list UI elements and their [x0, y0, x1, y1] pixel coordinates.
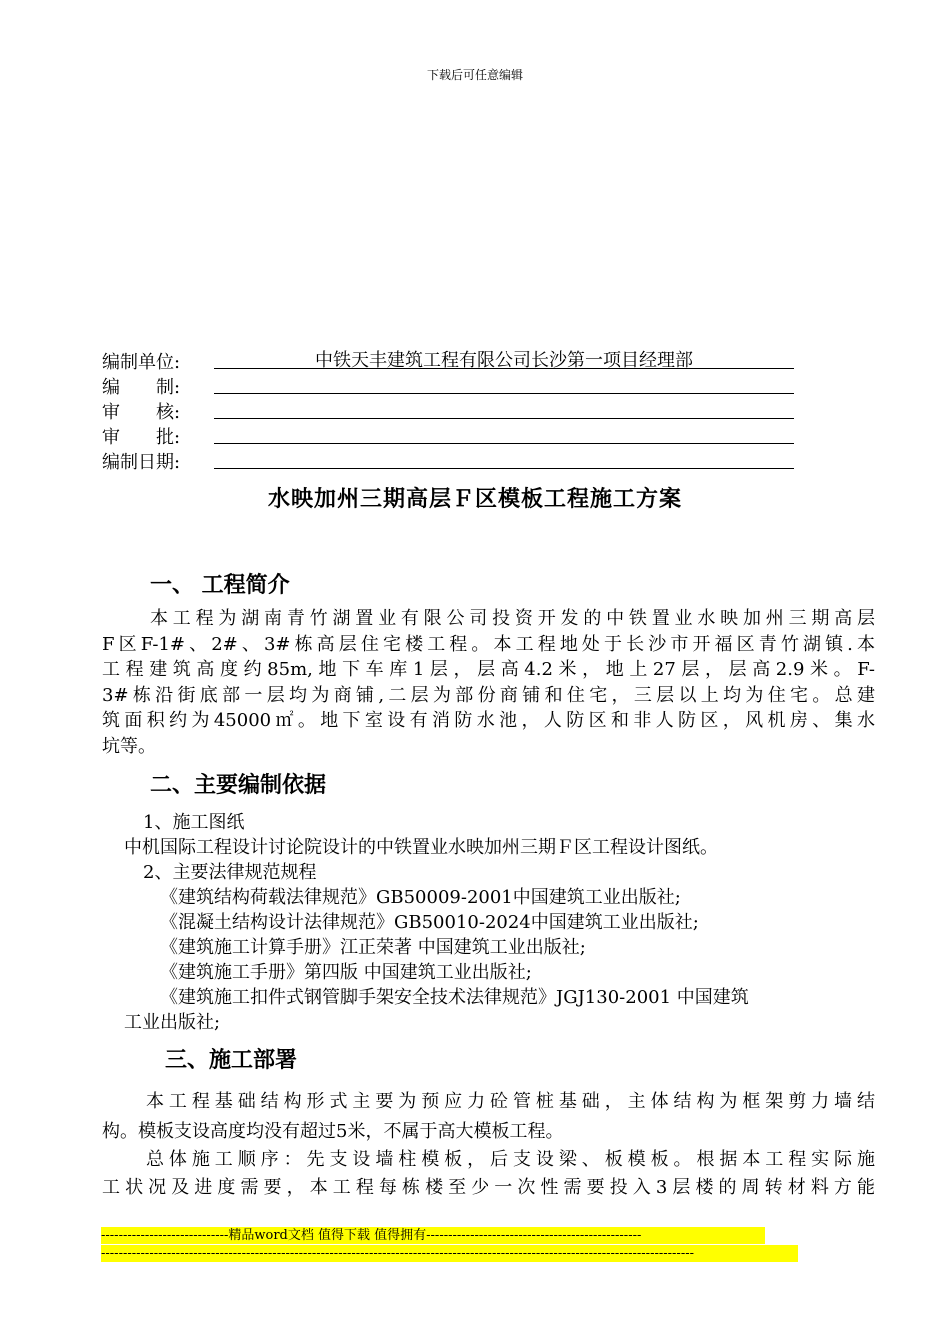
footer-banner-line-2: ---------------------------------------------------------------------------------------------------------------------------------------: [101, 1245, 798, 1262]
reference-item: 《建筑结构荷载法律规范》GB50009-2001中国建筑工业出版社;: [160, 887, 681, 908]
meta-value-unit: 中铁天丰建筑工程有限公司长沙第一项目经理部: [214, 346, 794, 369]
meta-value-author: [214, 371, 794, 394]
section-heading-1: 一、 工程简介: [150, 572, 290, 598]
paragraph-line: 坑等。: [102, 735, 156, 757]
meta-row-unit: [102, 348, 794, 372]
reference-item-continued: 工业出版社;: [124, 1012, 221, 1033]
meta-row-date: [102, 448, 794, 472]
footer-banner-line-1: -----------------------------精品word文档 值得下载 值得拥有-------------------------------------------------: [101, 1227, 765, 1244]
basis-item-codes: 2、主要法律规范规程: [143, 862, 317, 883]
paragraph-line: 总体施工顺序：先支设墙柱模板，后支设梁、板模板。根据本工程实际施: [146, 1149, 875, 1170]
section-heading-2: 二、主要编制依据: [150, 772, 327, 798]
reference-item: 《建筑施工计算手册》江正荣著 中国建筑工业出版社;: [160, 937, 586, 958]
meta-label-author: 编 制:: [102, 377, 181, 398]
paragraph-line: 筑面积约为45000㎡。地下室设有消防水池，人防区和非人防区，风机房、集水: [102, 710, 875, 731]
paragraph-line: 本工程为湖南青竹湖置业有限公司投资开发的中铁置业水映加州三期高层: [150, 608, 875, 629]
header-note: 下载后可任意编辑: [426, 68, 523, 82]
paragraph-line: F区F-1#、2#、3#栋高层住宅楼工程。本工程地处于长沙市开福区青竹湖镇.本: [102, 633, 875, 655]
basis-item-drawings: 1、施工图纸: [143, 812, 245, 833]
section-heading-3: 三、施工部署: [165, 1047, 298, 1073]
section-1-paragraph: [102, 606, 875, 759]
meta-value-approve: [214, 421, 794, 444]
paragraph-line: 3#栋沿街底部一层均为商铺,二层为部份商铺和住宅，三层以上均为住宅。总建: [102, 684, 875, 706]
paragraph-line: 构。模板支设高度均没有超过5米，不属于高大模板工程。: [102, 1121, 564, 1142]
meta-label-approve: 审 批:: [102, 427, 181, 448]
section-3-paragraph-1: [102, 1087, 875, 1147]
paragraph-line: 工状况及进度需要，本工程每栋楼至少一次性需要投入3层楼的周转材料方能: [102, 1177, 875, 1198]
meta-label-date: 编制日期:: [102, 452, 181, 473]
meta-value-review: [214, 396, 794, 419]
paragraph-line: 工程建筑高度约85m,地下车库1层，层高4.2米，地上27层，层高2.9米。F-: [102, 659, 875, 680]
meta-label-review: 审 核:: [102, 402, 181, 423]
reference-item: 《混凝土结构设计法律规范》GB50010-2024中国建筑工业出版社;: [160, 912, 699, 933]
basis-item-drawings-text: 中机国际工程设计讨论院设计的中铁置业水映加州三期Ｆ区工程设计图纸。: [124, 837, 718, 858]
section-3-paragraph-2: [102, 1146, 875, 1202]
reference-item: 《建筑施工扣件式钢管脚手架安全技术法律规范》JGJ130-2001 中国建筑: [160, 987, 749, 1008]
meta-value-date: [214, 446, 794, 469]
reference-item: 《建筑施工手册》第四版 中国建筑工业出版社;: [160, 962, 532, 983]
document-title: 水映加州三期高层Ｆ区模板工程施工方案: [267, 486, 682, 512]
meta-row-approve: [102, 423, 794, 447]
meta-row-author: [102, 373, 794, 397]
paragraph-line: 本工程基础结构形式主要为预应力砼管桩基础，主体结构为框架剪力墙结: [146, 1091, 875, 1112]
meta-row-review: [102, 398, 794, 422]
meta-label-unit: 编制单位:: [102, 352, 181, 373]
